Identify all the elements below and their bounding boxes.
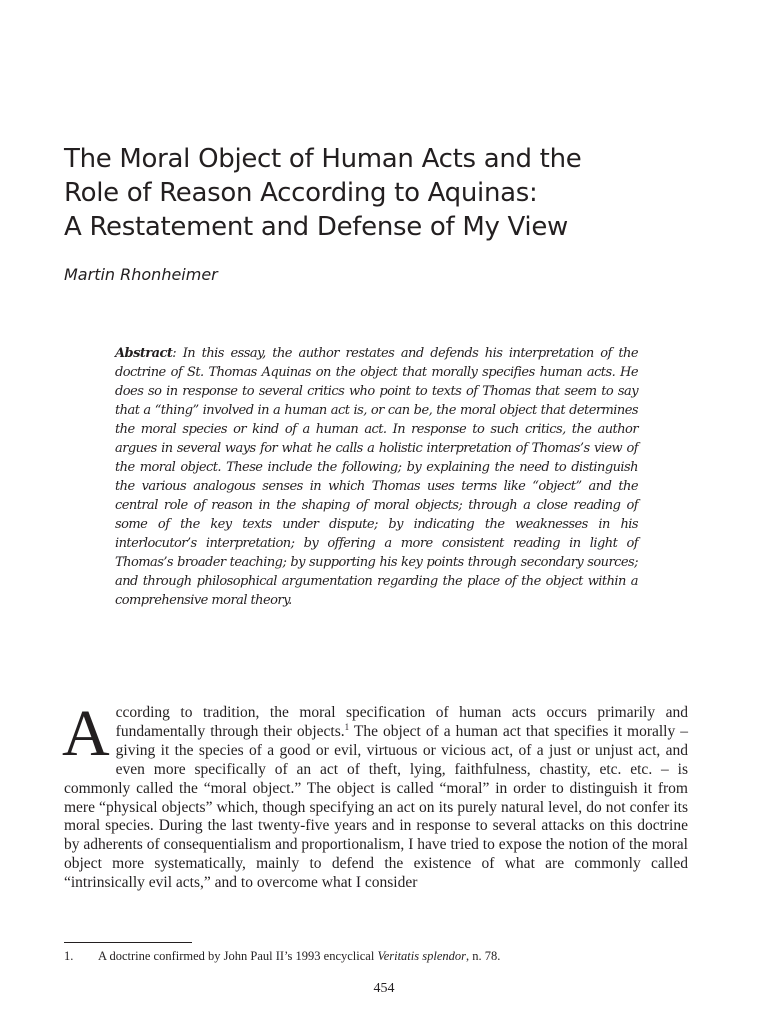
title-line-3: A Restatement and Defense of My View <box>64 212 569 242</box>
footnote-divider <box>64 942 192 943</box>
abstract-label: Abstract <box>115 346 173 361</box>
abstract <box>115 344 638 610</box>
body-text-start: ccording to tradition, the moral specification of human acts occurs primarily and fundamentally through their objects. <box>115 704 688 740</box>
footnote <box>64 948 704 964</box>
article-title <box>64 142 704 244</box>
title-line-1: The Moral Object of Human Acts and the <box>64 144 582 174</box>
footnote-encyclical-title: Veritatis splendor <box>377 949 466 963</box>
page-number: 454 <box>373 981 395 996</box>
footnote-text-end: , n. 78. <box>466 949 501 963</box>
abstract-text: : In this essay, the author restates and defends his interpretation of the doctrine of St. Thomas Aquinas on the object that morally specifies human acts. He does so in response to several critics who point to texts of Thomas that seem to say that a “thing” involved in a human act is, or can be, the moral object that determines the moral species or kind of a human act. In response to such critics, the author argues in several ways for what he calls a holistic interpretation of Thomas’s view of the moral object. These include the following; by explaining the need to distinguish the various analogous senses in which Thomas uses terms like “object” and the central role of reason in the shaping of moral objects; through a close reading of some of the key texts under dispute; by indicating the weaknesses in his interlocutor’s interpretation; by offering a more consistent reading in light of Thomas’s broader teaching; by supporting his key points through secondary sources; and through philosophical argumentation regarding the place of the object within a comprehensive moral theory. <box>115 346 638 608</box>
author-name: Martin Rhonheimer <box>64 265 218 284</box>
footnote-number: 1. <box>64 949 74 963</box>
drop-cap: A <box>62 697 110 770</box>
footnote-reference: 1 <box>344 721 350 732</box>
title-line-2: Role of Reason According to Aquinas: <box>64 178 538 208</box>
body-text-continued: The object of a human act that specifies it morally – giving it the species of a good or evil, virtuous or vicious act, of a just or unjust act, and even more specifically of an act of theft, lying, faithfulness, chastity, etc. etc. – is commonly called the “moral object.” The object is called “moral” in order to distinguish it from mere “physical objects” which, though specifying an act on its purely natural level, do not confer its moral species. During the last twenty-five years and in response to several attacks on this doctrine by adherents of consequentialism and proportionalism, I have tried to expose the notion of the moral object more systematically, mainly to defend the existence of what are commonly called “intrinsically evil acts,” and to overcome what I consider <box>64 722 688 892</box>
footnote-text-start: A doctrine confirmed by John Paul II’s 1993 encyclical <box>98 949 378 963</box>
body-paragraph <box>62 697 688 893</box>
